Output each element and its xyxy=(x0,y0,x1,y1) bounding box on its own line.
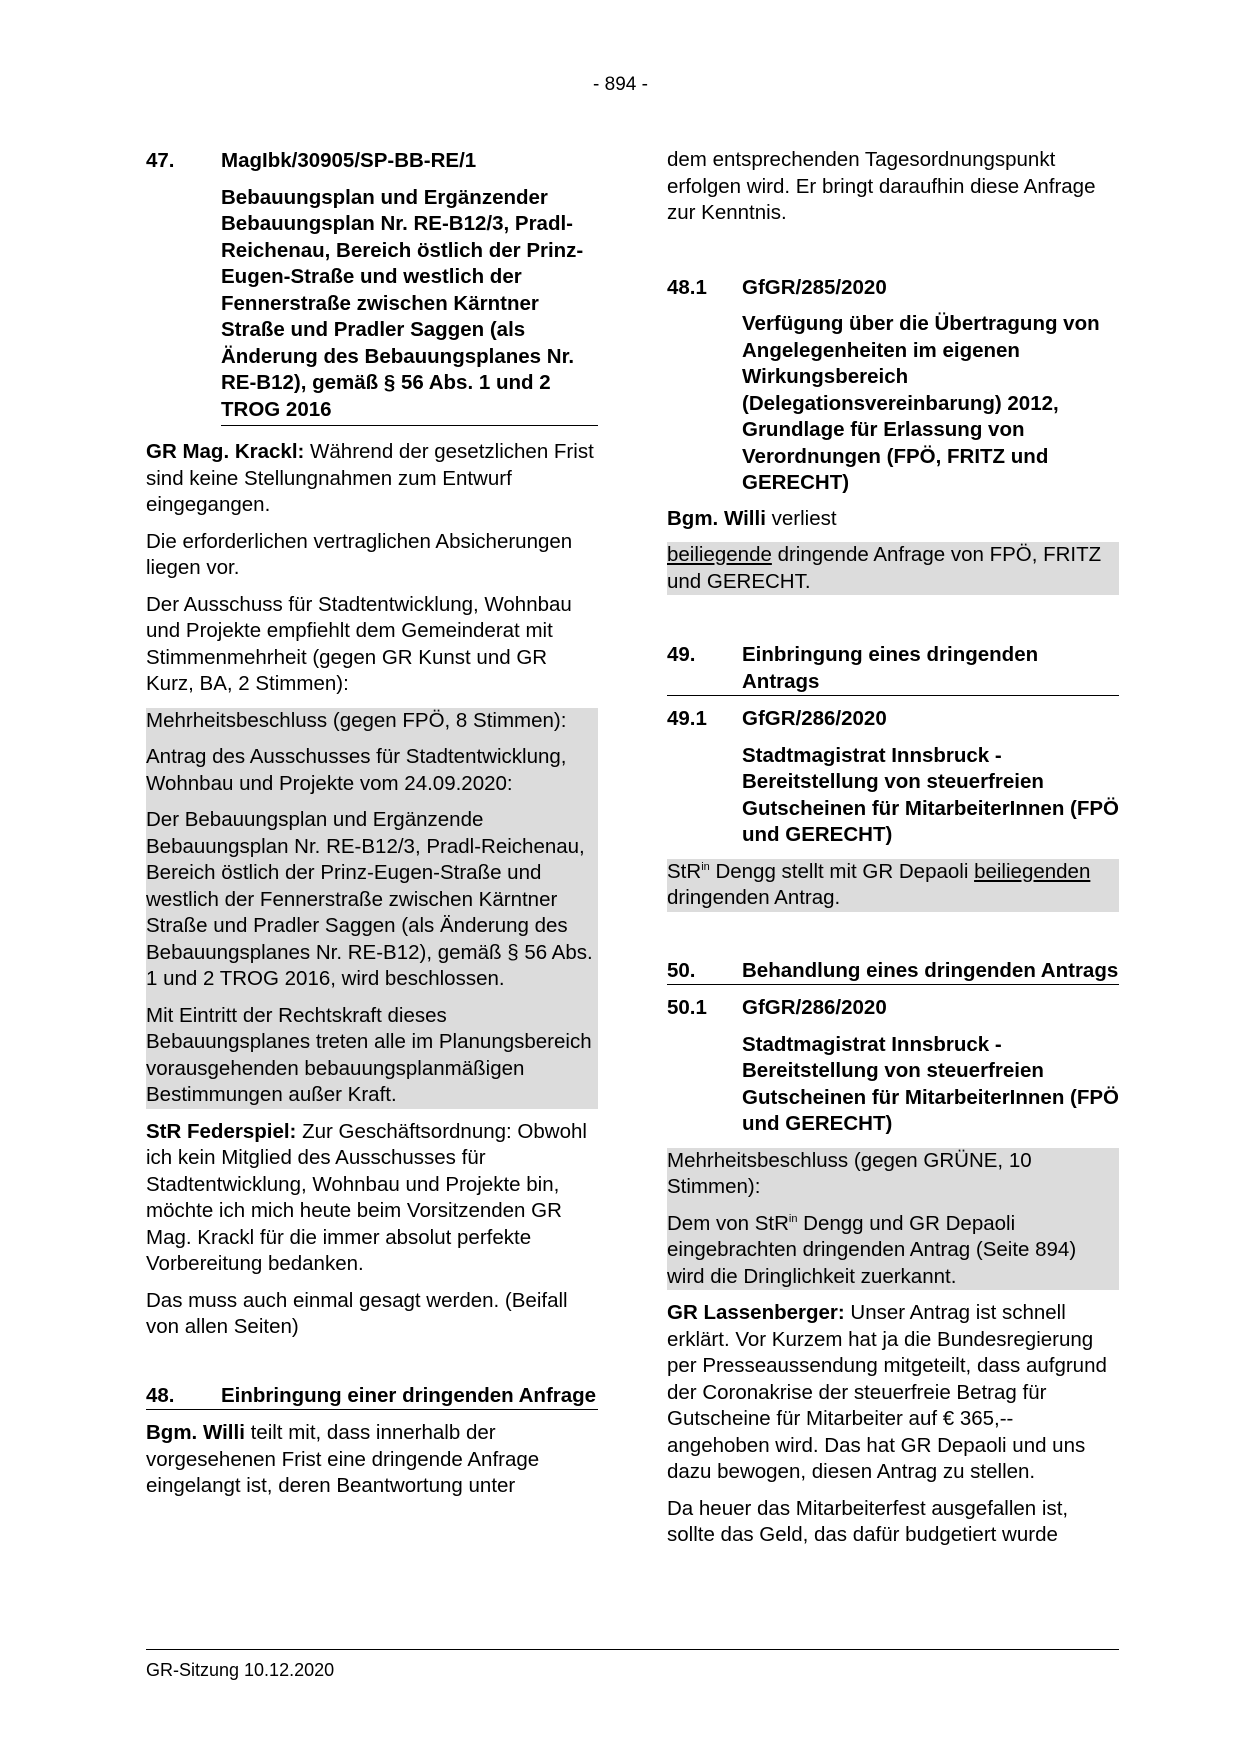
resolution-box-50 xyxy=(667,1148,1119,1291)
item-47-subject: Bebauungsplan und Ergänzender Bebauungsplan Nr. RE-B12/3, Pradl-Reichenau, Bereich östlich der Prinz-Eugen-Straße und westlich der Fennerstraße zwischen Kärntner Straße und Pradler Saggen (als Änderung des Bebauungsplanes Nr. RE-B12), gemäß § 56 Abs. 1 und 2 TROG 2016 xyxy=(221,185,598,427)
item-47-code: MagIbk/30905/SP-BB-RE/1 xyxy=(221,149,477,172)
item-49-1-subject: Stadtmagistrat Innsbruck - Bereitstellung von steuerfreien Gutscheinen für MitarbeiterInnen (FPÖ und GERECHT) xyxy=(742,743,1120,846)
lassenberger-statement: GR Lassenberger: Unser Antrag ist schnell erklärt. Vor Kurzem hat ja die Bundesregierung per Presseaussendung mitgeteilt, dass aufgrund der Coronakrise der steuerfreie Betrag für Gutscheine für Mitarbeiter auf € 365,-- angehoben wird. Das hat GR Depaoli und uns dazu bewogen, diesen Antrag zu stellen. xyxy=(667,1301,1107,1483)
item-48-1-code: GfGR/285/2020 xyxy=(742,275,887,299)
resolution-beschluss: Der Bebauungsplan und Ergänzende Bebauungsplan Nr. RE-B12/3, Pradl-Reichenau, Bereich östlich der Prinz-Eugen-Straße und westlich der Fennerstraße zwischen Kärntner Straße und Pradler Saggen (als Änderung des Bebauungsplanes Nr. RE-B12), gemäß § 56 Abs. 1 und 2 TROG 2016, wird beschlossen. xyxy=(146,808,593,990)
willi-verliest: Bgm. Willi verliest xyxy=(667,506,837,530)
willi-statement: Bgm. Willi teilt mit, dass innerhalb der vorgesehenen Frist eine dringende Anfrage eingelangt ist, deren Beantwortung unter xyxy=(146,1421,540,1497)
resolution-box-47 xyxy=(146,708,598,1109)
item-49-1-number: 49.1 xyxy=(667,707,707,730)
item-49-1-heading xyxy=(667,706,1119,733)
item-50-1-heading xyxy=(667,995,1119,1022)
item-50-1-code: GfGR/286/2020 xyxy=(742,996,887,1019)
beiliegenden-link[interactable]: beiliegenden xyxy=(974,859,1091,883)
resolution-majority-gruene: Mehrheitsbeschluss (gegen GRÜNE, 10 Stimmen): xyxy=(667,1148,1032,1198)
item-49-heading xyxy=(667,642,1119,696)
federspiel-statement: StR Federspiel: Zur Geschäftsordnung: Obwohl ich kein Mitglied des Ausschusses für Stadtentwicklung, Wohnbau und Projekte bin, möchte ich mich heute beim Vorsitzenden GR Mag. Krackl für die immer absolut perfekte Vorbereitung bedanken. xyxy=(146,1119,587,1275)
krackl-statement: GR Mag. Krackl: Während der gesetzlichen Frist sind keine Stellungnahmen zum Entwurf eingegangen. xyxy=(146,440,594,516)
item-48-1-heading xyxy=(667,275,1119,302)
resolution-dringlichkeit: Dem von StR$^{in}$ Dengg und GR Depaoli eingebrachten dringenden Antrag (Seite 894) wird die Dringlichkeit zuerkannt. xyxy=(667,1211,1077,1288)
paragraph-tagesordnungspunkt: dem entsprechenden Tagesordnungspunkt erfolgen wird. Er bringt daraufhin diese Anfrage zur Kenntnis. xyxy=(667,148,1096,224)
item-49-title: Einbringung eines dringenden Antrags xyxy=(742,643,1039,693)
paragraph-mitarbeiterfest: Da heuer das Mitarbeiterfest ausgefallen ist, sollte das Geld, das dafür budgetiert wurde xyxy=(667,1496,1069,1546)
antrag-box: StR$^{in}$ Dengg stellt mit GR Depaoli beiliegenden dringenden Antrag. xyxy=(667,859,1119,912)
item-48-1-subject: Verfügung über die Übertragung von Angelegenheiten im eigenen Wirkungsbereich (Delegationsvereinbarung) 2012, Grundlage für Erlassung von Verordnungen (FPÖ, FRITZ und GERECHT) xyxy=(742,312,1100,494)
speaker-willi-2: Bgm. Willi xyxy=(667,506,766,530)
paragraph-beifall: Das muss auch einmal gesagt werden. (Beifall von allen Seiten) xyxy=(146,1288,568,1338)
item-50-title: Behandlung eines dringenden Antrags xyxy=(742,958,1119,982)
item-48-heading xyxy=(146,1383,598,1411)
speaker-federspiel: StR Federspiel: xyxy=(146,1119,297,1143)
footer xyxy=(146,1649,1119,1684)
item-49-1-code: GfGR/286/2020 xyxy=(742,707,887,730)
resolution-majority: Mehrheitsbeschluss (gegen FPÖ, 8 Stimmen): xyxy=(146,708,567,732)
left-column xyxy=(146,148,598,1500)
anfrage-box: beiliegende dringende Anfrage von FPÖ, FRITZ und GERECHT. xyxy=(667,542,1119,595)
item-47-heading xyxy=(146,148,598,175)
page-number: - 894 - xyxy=(593,74,648,95)
right-column xyxy=(667,147,1119,1549)
resolution-antrag: Antrag des Ausschusses für Stadtentwicklung, Wohnbau und Projekte vom 24.09.2020: xyxy=(146,745,567,795)
item-50-heading xyxy=(667,958,1119,986)
item-48-title: Einbringung einer dringenden Anfrage xyxy=(221,1383,597,1407)
item-48-number: 48. xyxy=(146,1383,175,1407)
paragraph-absicherungen: Die erforderlichen vertraglichen Absicherungen liegen vor. xyxy=(146,529,573,579)
speaker-willi: Bgm. Willi xyxy=(146,1421,245,1444)
paragraph-ausschuss-empfehlung: Der Ausschuss für Stadtentwicklung, Wohnbau und Projekte empfiehlt dem Gemeinderat mit Stimmenmehrheit (gegen GR Kunst und GR Kurz, BA, 2 Stimmen): xyxy=(146,592,572,695)
footer-session-date: GR-Sitzung 10.12.2020 xyxy=(146,1660,335,1680)
speaker-krackl: GR Mag. Krackl: xyxy=(146,440,305,463)
item-48-1-number: 48.1 xyxy=(667,275,707,299)
item-47-number: 47. xyxy=(146,149,175,172)
beiliegende-link[interactable]: beiliegende xyxy=(667,543,772,566)
item-49-number: 49. xyxy=(667,643,696,666)
resolution-rechtskraft: Mit Eintritt der Rechtskraft dieses Bebauungsplanes treten alle im Planungsbereich vorausgehenden bebauungsplanmäßigen Bestimmungen außer Kraft. xyxy=(146,1003,592,1106)
item-50-1-subject: Stadtmagistrat Innsbruck - Bereitstellung von steuerfreien Gutscheinen für MitarbeiterInnen (FPÖ und GERECHT) xyxy=(742,1032,1120,1135)
speaker-lassenberger: GR Lassenberger: xyxy=(667,1301,845,1324)
item-50-number: 50. xyxy=(667,958,696,982)
item-50-1-number: 50.1 xyxy=(667,996,707,1019)
